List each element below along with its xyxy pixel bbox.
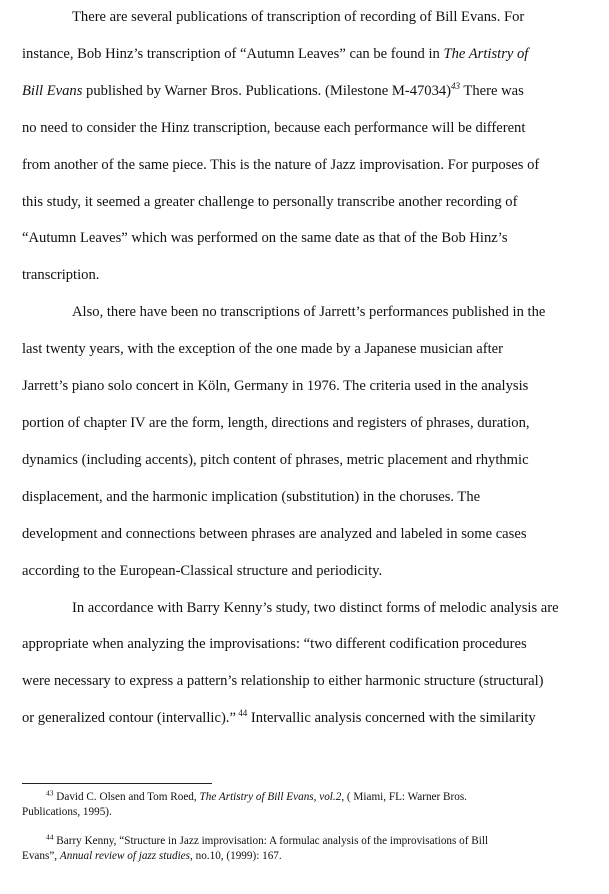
footnote-ref-43: 43 [451, 80, 461, 91]
footnote-43 [22, 790, 602, 819]
footnote-divider [22, 783, 212, 784]
text-line: In accordance with Barry Kenny’s study, two distinct forms of melodic analysis are [72, 599, 559, 616]
footnote-number: 43 [46, 788, 54, 798]
footnote-line: Evans”, Annual review of jazz studies, no.10, (1999): 167. [22, 849, 282, 862]
journal-title: Annual review of jazz studies [59, 849, 191, 862]
text-line: Bill Evans published by Warner Bros. Publications. (Milestone M-47034)$^{43}$ There was [22, 80, 524, 99]
book-title: The Artistry of [443, 45, 529, 62]
footnote-ref-44: 44 [235, 708, 248, 719]
text-line: Jarrett’s piano solo concert in Köln, Germany in 1976. The criteria used in the analysis [22, 378, 529, 395]
text-line: no need to consider the Hinz transcription, because each performance will be different [22, 119, 526, 136]
text-line: from another of the same piece. This is the nature of Jazz improvisation. For purposes of [22, 156, 540, 173]
footnote-line: $^{44}$ Barry Kenny, “Structure in Jazz improvisation: A formulac analysis of the improvisations of Bill [46, 832, 489, 847]
text-line: There are several publications of transcription of recording of Bill Evans. For [72, 9, 525, 25]
text-line: were necessary to express a pattern’s relationship to either harmonic structure (structural) [22, 673, 544, 690]
footnote-number: 44 [46, 832, 54, 842]
book-title: The Artistry of Bill Evans, vol.2 [199, 791, 342, 803]
text-line: according to the European-Classical structure and periodicity. [22, 562, 383, 579]
text-line: portion of chapter IV are the form, length, directions and registers of phrases, duration, [22, 414, 530, 431]
text-line: transcription. [22, 267, 100, 284]
text-line: “Autumn Leaves” which was performed on the same date as that of the Bob Hinz’s [22, 230, 508, 247]
book-title: Bill Evans [22, 82, 83, 99]
text-line: displacement, and the harmonic implication (substitution) in the choruses. The [22, 488, 481, 505]
footnotes [22, 790, 602, 863]
text-line: development and connections between phrases are analyzed and labeled in some cases [22, 525, 527, 542]
text-line: instance, Bob Hinz’s transcription of “Autumn Leaves” can be found in The Artistry of [22, 45, 529, 62]
text-line: appropriate when analyzing the improvisations: “two different codification procedures [22, 636, 527, 653]
text-line: last twenty years, with the exception of the one made by a Japanese musician after [22, 341, 504, 358]
text-line: or generalized contour (intervallic).” $^{44}$ Intervallic analysis concerned with the similarity [22, 708, 536, 727]
footnote-line: Publications, 1995). [22, 805, 112, 818]
text-line: Also, there have been no transcriptions of Jarrett’s performances published in the [72, 304, 546, 321]
text-line: this study, it seemed a greater challenge to personally transcribe another recording of [22, 193, 518, 210]
footnote-line: $^{43}$ David C. Olsen and Tom Roed, The Artistry of Bill Evans, vol.2, ( Miami, FL: Warner Bros. [46, 788, 467, 803]
text-line: dynamics (including accents), pitch content of phrases, metric placement and rhythmic [22, 451, 529, 468]
body-text [22, 0, 606, 737]
footnote-44 [22, 834, 602, 863]
